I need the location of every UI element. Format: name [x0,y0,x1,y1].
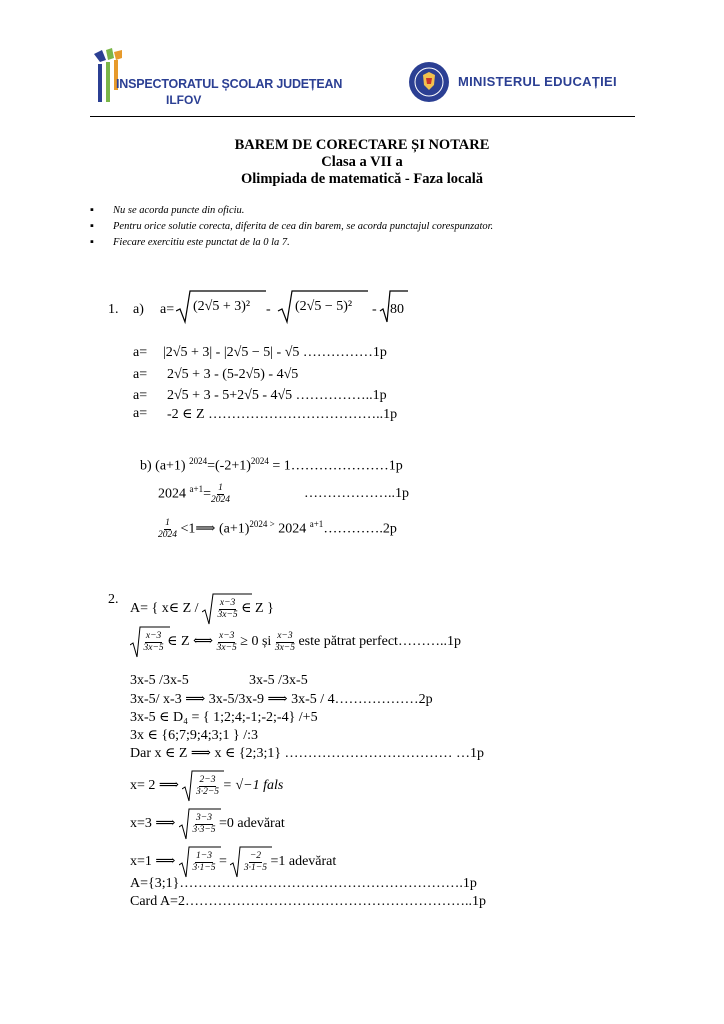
p1a-line-lhs: a= [133,406,148,421]
p2-case-x2 [130,769,283,803]
p2-cond-mid2: ≥ 0 și [240,634,272,650]
frac-den: 3·3−5 [192,824,216,835]
fraction [244,851,267,874]
notes-list [90,203,493,251]
fraction [144,631,164,654]
case-prefix: x= 2 ⟹ [130,778,179,794]
p2-line: 3x-5/ x-3 ⟹ 3x-5/3x-9 ⟹ 3x-5 / 4………………2p [130,692,433,707]
frac-num: 1−3 [196,850,212,861]
p2-set-suffix: ∈ Z } [241,601,274,617]
frac-num: x−3 [219,630,235,641]
p2-case-x1 [130,845,336,879]
doc-subtitle-class: Clasa a VII a [321,154,403,170]
fraction [218,598,238,621]
isj-logo-icon [92,46,126,104]
p1b-base: 2024 [158,486,186,502]
frac-num: 1 [218,483,223,493]
p2-condition [130,625,461,659]
doc-title: BAREM DE CORECTARE ȘI NOTARE [234,137,490,153]
p2-answer-card: Card A=2……………………………………………………..1p [130,894,486,909]
frac-num: 2−3 [199,774,216,785]
problem-1a-eq: a= [160,302,175,317]
frac-den: 3x−5 [274,642,295,653]
p2-cond-suffix: este pătrat perfect………..1p [298,634,461,650]
case-result: =1 adevărat [270,854,337,870]
minus-sign: - [372,302,377,317]
frac-den: 2024 [210,495,230,505]
p1a-line-rhs: |2√5 + 3| - |2√5 − 5| - √5 ……………1p [163,345,387,360]
note-item: ▪ Nu se acorda puncte din oficiu. [90,203,493,219]
minus-sign: - [266,302,271,317]
p1b-line2 [158,483,230,506]
frac-den: 3x−5 [143,642,164,653]
p2-cond-mid1: ∈ Z ⟺ [167,634,214,650]
p1b-points: ………….2p [323,521,397,537]
p2-set-def [130,592,274,626]
p1a-line-rhs: 2√5 + 3 - (5-2√5) - 4√5 [167,367,299,382]
p1b-exp: a+1 [309,519,324,530]
p1b-exp: 2024 [189,456,208,466]
p1b-suffix: = 1…………………1p [272,458,403,474]
problem-1a-label: a) [133,302,144,317]
fraction [192,813,215,836]
problem-2-label: 2. [108,592,119,607]
p1a-line-lhs: a= [133,367,148,382]
case-result: =0 adevărat [219,816,285,832]
radicand-3: 80 [390,302,404,317]
doc-subtitle-olympiad: Olimpiada de matematică - Faza locală [240,171,484,187]
radicand-1: (2√5 + 3)² [193,299,251,314]
frac-den: 3x−5 [216,642,237,653]
p1b-mid: =(-2+1) [207,458,251,474]
fraction [217,631,237,654]
header-divider [90,116,635,117]
isj-name: INSPECTORATUL ȘCOLAR JUDEȚEAN [116,77,343,91]
p1b-mid3: <1⟹ (a+1) [180,521,250,537]
p1a-line-rhs: 2√5 + 3 - 5+2√5 - 4√5 ……………..1p [167,388,387,403]
case-prefix: x=1 ⟹ [130,854,176,870]
p1b-line2-points: ………………..1p [304,486,409,501]
p1b-exp: 2024 > [249,519,275,530]
fraction [211,483,230,506]
p1a-line-lhs: a= [133,345,148,360]
frac-num: x−3 [277,630,293,641]
frac-den: 3·1−5 [243,862,267,873]
radicand-2: (2√5 − 5)² [295,299,353,314]
p2-line: Dar x ∈ Z ⟹ x ∈ {2;3;1} ……………………………… …1p [130,746,485,761]
p1b-line3 [158,518,397,541]
fraction [275,631,295,654]
case-prefix: x=3 ⟹ [130,816,176,832]
p1b-exp: a+1 [189,484,204,495]
frac-den: 2024 [158,530,177,540]
frac-num: 3−3 [196,812,212,823]
frac-num: −2 [249,850,262,861]
p2-set-prefix: A= { x∈ Z / [130,601,199,617]
p1a-line-rhs: -2 ∈ Z ………………………………..1p [167,407,398,422]
p2-line: 3x-5 /3x-5 [130,673,189,688]
note-item: ▪ Fiecare exercitiu este punctat de la 0 la 7. [90,235,493,251]
frac-num: 1 [165,518,170,528]
p1b-eq: = [203,486,211,502]
p2-line: 3x ∈ {6;7;9;4;3;1 } /:3 [130,728,259,743]
p1b-prefix: b) (a+1) [140,458,186,474]
p2-line: 3x-5 /3x-5 [249,673,308,688]
p1b-base: 2024 [278,521,307,537]
p1b-exp: 2024 [250,456,269,466]
frac-den: 3·1−5 [192,862,216,873]
frac-den: 3·2−5 [195,786,220,797]
isj-county: ILFOV [166,93,202,107]
p2-answer-set: A={3;1}…………………………………………………….1p [130,876,477,891]
case-eq: = [219,854,227,870]
frac-num: x−3 [145,630,162,641]
p2-case-x3 [130,807,285,841]
note-item: ▪ Pentru orice solutie corecta, diferita de cea din barem, se acorda punctajul corespunzator. [90,219,493,235]
p2-line: 3x-5 ∈ D₄ = { 1;2;4;-1;-2;-4} /+5 [130,710,318,725]
case-result: = √−1 fals [222,778,284,794]
government-seal-icon [408,61,450,103]
fraction [196,775,219,798]
frac-num: x−3 [219,597,236,608]
p1a-line-lhs: a= [133,388,148,403]
ministry-name: MINISTERUL EDUCAȚIEI [458,74,617,89]
p1b-line1 [140,456,403,475]
problem-1-label: 1. [108,302,119,317]
frac-den: 3x−5 [217,609,238,620]
fraction [192,851,215,874]
fraction [158,518,177,541]
